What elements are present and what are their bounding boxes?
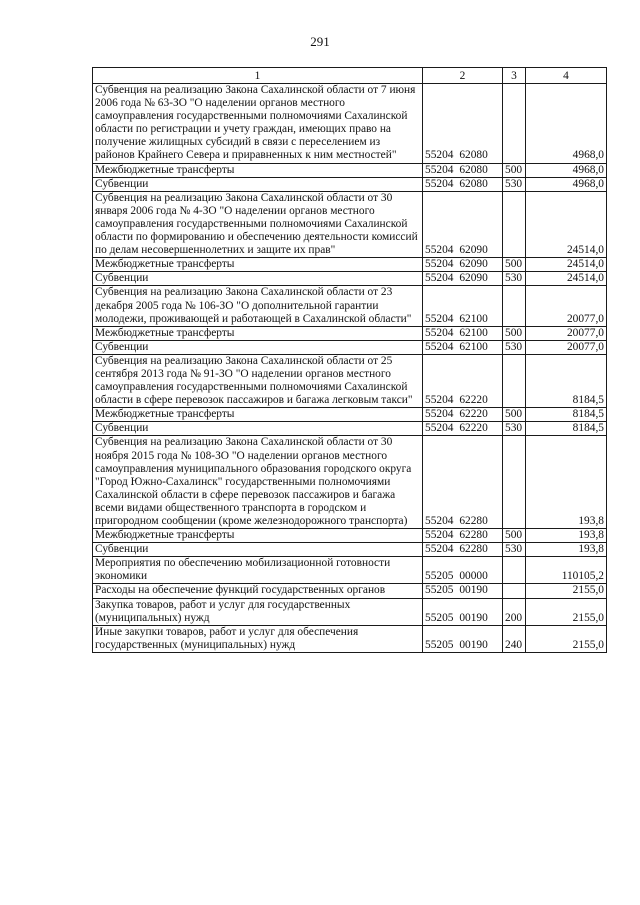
row-name: Субвенции bbox=[93, 272, 423, 286]
row-type bbox=[503, 354, 526, 407]
row-type: 500 bbox=[503, 408, 526, 422]
row-type: 240 bbox=[503, 625, 526, 652]
row-type bbox=[503, 436, 526, 529]
table-row bbox=[93, 286, 607, 326]
row-sum: 2155,0 bbox=[526, 598, 607, 625]
row-sum: 2155,0 bbox=[526, 625, 607, 652]
column-header-sum: 4 bbox=[526, 68, 607, 84]
row-sum: 24514,0 bbox=[526, 258, 607, 272]
table-row bbox=[93, 557, 607, 584]
row-type: 200 bbox=[503, 598, 526, 625]
table-row bbox=[93, 529, 607, 543]
table-row bbox=[93, 177, 607, 191]
row-sum: 20077,0 bbox=[526, 340, 607, 354]
row-code: 55204 62100 bbox=[423, 286, 503, 326]
table-row bbox=[93, 584, 607, 598]
row-sum: 20077,0 bbox=[526, 326, 607, 340]
row-name: Межбюджетные трансферты bbox=[93, 326, 423, 340]
row-type: 530 bbox=[503, 422, 526, 436]
row-sum: 4968,0 bbox=[526, 84, 607, 164]
row-sum: 20077,0 bbox=[526, 286, 607, 326]
table-row bbox=[93, 340, 607, 354]
row-name: Межбюджетные трансферты bbox=[93, 408, 423, 422]
row-type: 500 bbox=[503, 163, 526, 177]
row-type: 500 bbox=[503, 529, 526, 543]
row-name: Субвенции bbox=[93, 340, 423, 354]
row-code: 55204 62090 bbox=[423, 258, 503, 272]
row-sum: 8184,5 bbox=[526, 422, 607, 436]
table-row bbox=[93, 598, 607, 625]
row-name: Закупка товаров, работ и услуг для государственных (муниципальных) нужд bbox=[93, 598, 423, 625]
row-name: Субвенция на реализацию Закона Сахалинской области от 30 января 2006 года № 4-ЗО "О наделении органов местного самоуправления государственными полномочиями Сахалинской области по формированию и обеспечению деятельности комиссий по делам несовершеннолетних и защите их прав" bbox=[93, 191, 423, 257]
row-code: 55204 62280 bbox=[423, 436, 503, 529]
row-code: 55204 62280 bbox=[423, 529, 503, 543]
row-sum: 2155,0 bbox=[526, 584, 607, 598]
table-row bbox=[93, 163, 607, 177]
row-type: 530 bbox=[503, 272, 526, 286]
column-header-name: 1 bbox=[93, 68, 423, 84]
row-name: Межбюджетные трансферты bbox=[93, 529, 423, 543]
row-sum: 24514,0 bbox=[526, 272, 607, 286]
table-row bbox=[93, 272, 607, 286]
page-number: 291 bbox=[310, 34, 330, 49]
table-row bbox=[93, 84, 607, 164]
row-name: Расходы на обеспечение функций государственных органов bbox=[93, 584, 423, 598]
row-sum: 4968,0 bbox=[526, 163, 607, 177]
table-row bbox=[93, 436, 607, 529]
column-header-code: 2 bbox=[423, 68, 503, 84]
row-code: 55205 00000 bbox=[423, 557, 503, 584]
row-type bbox=[503, 84, 526, 164]
row-sum: 110105,2 bbox=[526, 557, 607, 584]
row-type: 500 bbox=[503, 258, 526, 272]
table-header-row bbox=[93, 68, 607, 84]
row-name: Межбюджетные трансферты bbox=[93, 258, 423, 272]
table-row bbox=[93, 258, 607, 272]
budget-table bbox=[92, 67, 607, 653]
row-code: 55205 00190 bbox=[423, 625, 503, 652]
row-type bbox=[503, 584, 526, 598]
table-row bbox=[93, 422, 607, 436]
row-type: 530 bbox=[503, 543, 526, 557]
table-row bbox=[93, 543, 607, 557]
row-name: Субвенция на реализацию Закона Сахалинской области от 7 июня 2006 года № 63-ЗО "О наделении органов местного самоуправления государственными полномочиями Сахалинской области по регистрации и учету граждан, имеющих право на получение жилищных субсидий в связи с переселением из районов Крайнего Севера и приравненных к ним местностей" bbox=[93, 84, 423, 164]
row-code: 55204 62280 bbox=[423, 543, 503, 557]
row-name: Субвенции bbox=[93, 543, 423, 557]
row-sum: 4968,0 bbox=[526, 177, 607, 191]
row-code: 55205 00190 bbox=[423, 598, 503, 625]
row-type: 500 bbox=[503, 326, 526, 340]
row-code: 55204 62090 bbox=[423, 191, 503, 257]
row-type bbox=[503, 557, 526, 584]
row-code: 55204 62220 bbox=[423, 354, 503, 407]
row-name: Субвенция на реализацию Закона Сахалинской области от 25 сентября 2013 года № 91-ЗО "О наделении органов местного самоуправления государственными полномочиями Сахалинской области в сфере перевозок пассажиров и багажа легковым такси" bbox=[93, 354, 423, 407]
row-name: Субвенции bbox=[93, 422, 423, 436]
row-code: 55204 62080 bbox=[423, 163, 503, 177]
table-row bbox=[93, 326, 607, 340]
row-code: 55204 62080 bbox=[423, 177, 503, 191]
table-row bbox=[93, 408, 607, 422]
row-name: Межбюджетные трансферты bbox=[93, 163, 423, 177]
row-sum: 193,8 bbox=[526, 529, 607, 543]
row-name: Субвенция на реализацию Закона Сахалинской области от 23 декабря 2005 года № 106-ЗО "О дополнительной гарантии молодежи, проживающей и работающей в Сахалинской области" bbox=[93, 286, 423, 326]
row-name: Иные закупки товаров, работ и услуг для обеспечения государственных (муниципальных) нужд bbox=[93, 625, 423, 652]
table-row bbox=[93, 354, 607, 407]
row-code: 55204 62220 bbox=[423, 408, 503, 422]
row-sum: 193,8 bbox=[526, 436, 607, 529]
row-code: 55204 62090 bbox=[423, 272, 503, 286]
table-row bbox=[93, 191, 607, 257]
row-sum: 8184,5 bbox=[526, 408, 607, 422]
row-type bbox=[503, 191, 526, 257]
row-name: Субвенции bbox=[93, 177, 423, 191]
table-row bbox=[93, 625, 607, 652]
row-code: 55204 62080 bbox=[423, 84, 503, 164]
row-sum: 24514,0 bbox=[526, 191, 607, 257]
row-type: 530 bbox=[503, 340, 526, 354]
row-code: 55204 62100 bbox=[423, 326, 503, 340]
row-name: Субвенция на реализацию Закона Сахалинской области от 30 ноября 2015 года № 108-ЗО "О наделении органов местного самоуправления муниципального образования городского округа "Город Южно-Сахалинск" государственными полномочиями Сахалинской области в сфере перевозок пассажиров и багажа всеми видами общественного транспорта в городском и пригородном сообщении (кроме железнодорожного транспорта) bbox=[93, 436, 423, 529]
row-code: 55204 62100 bbox=[423, 340, 503, 354]
column-header-type: 3 bbox=[503, 68, 526, 84]
row-type: 530 bbox=[503, 177, 526, 191]
row-name: Мероприятия по обеспечению мобилизационной готовности экономики bbox=[93, 557, 423, 584]
row-sum: 193,8 bbox=[526, 543, 607, 557]
row-code: 55204 62220 bbox=[423, 422, 503, 436]
row-code: 55205 00190 bbox=[423, 584, 503, 598]
row-type bbox=[503, 286, 526, 326]
row-sum: 8184,5 bbox=[526, 354, 607, 407]
